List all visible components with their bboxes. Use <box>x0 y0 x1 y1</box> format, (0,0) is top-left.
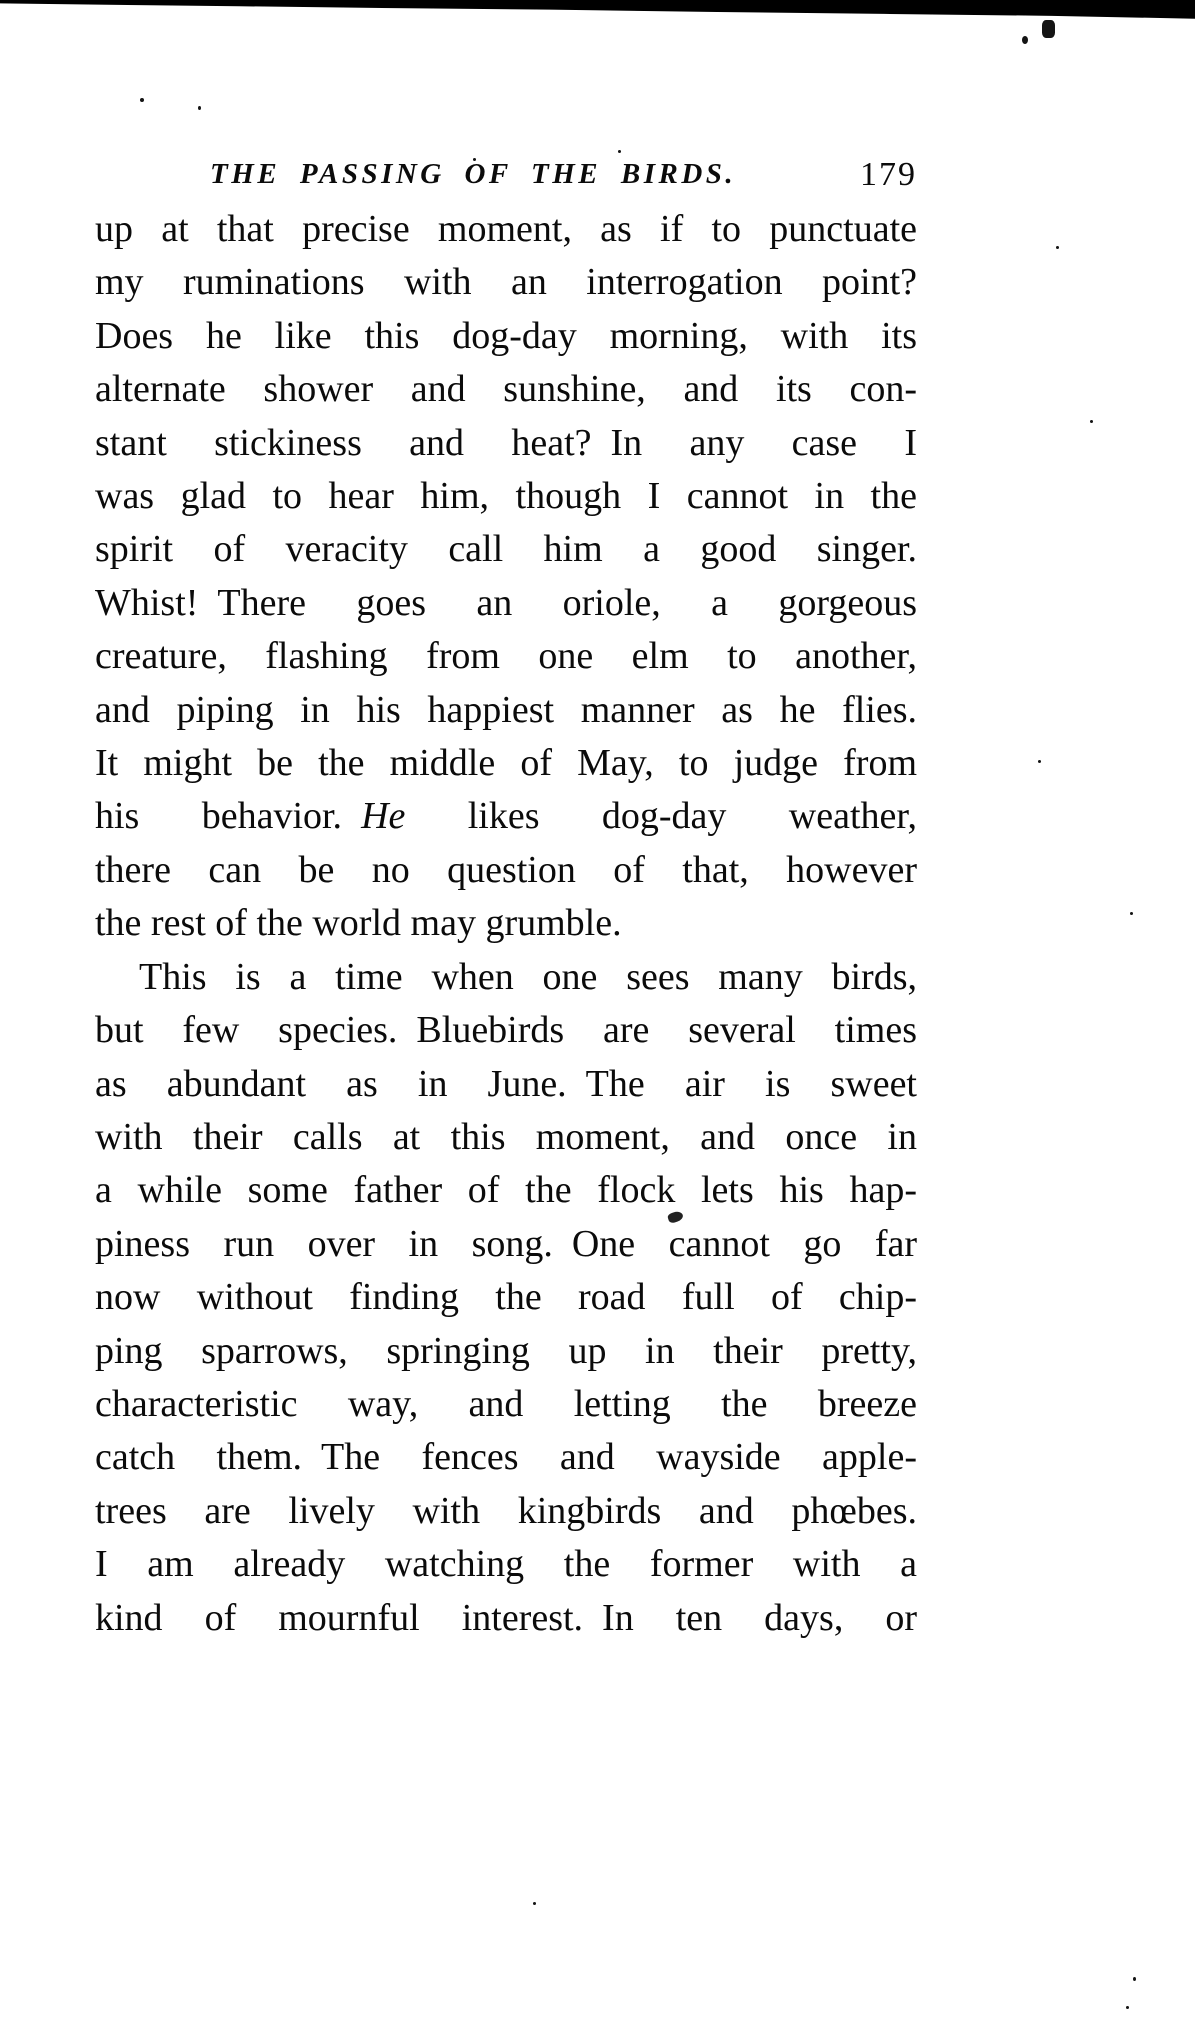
text-line: ping sparrows, springing up in their pretty, <box>95 1329 917 1372</box>
scan-speck <box>1126 2006 1129 2009</box>
scan-speck <box>533 1902 536 1905</box>
scan-speck <box>1042 20 1055 38</box>
text-line: trees are lively with kingbirds and phœbes. <box>95 1489 917 1532</box>
text-line: now without finding the road full of chip- <box>95 1276 917 1319</box>
text-line: characteristic way, and letting the breeze <box>95 1382 917 1425</box>
scan-speck <box>1130 912 1133 915</box>
text-line: but few species. Bluebirds are several times <box>95 1009 917 1052</box>
text-line: stant stickiness and heat? In any case I <box>95 421 917 464</box>
scan-speck <box>1090 420 1093 423</box>
text-segment: likes dog-day weather, <box>467 795 917 838</box>
text-line: a while some father of the flock lets his hap- <box>95 1169 917 1212</box>
text-line: It might be the middle of May, to judge from <box>95 742 917 785</box>
scan-speck <box>1133 1977 1136 1981</box>
text-line: creature, flashing from one elm to another, <box>95 635 917 678</box>
page-body <box>95 203 917 1645</box>
scan-speck <box>618 150 621 153</box>
text-line: up at that precise moment, as if to punctuate <box>95 208 917 250</box>
text-line: with their calls at this moment, and once in <box>95 1115 917 1158</box>
text-line: Whist! There goes an oriole, a gorgeous <box>95 581 917 624</box>
scan-speck <box>1056 246 1059 249</box>
text-line: the rest of the world may grumble. <box>95 902 622 945</box>
scan-speck <box>1038 760 1041 763</box>
scan-speck <box>140 98 144 102</box>
text-line: was glad to hear him, though I cannot in the <box>95 475 917 518</box>
text-line: alternate shower and sunshine, and its con- <box>95 368 917 411</box>
scan-speck <box>1022 36 1028 44</box>
italic-word: He <box>361 795 406 838</box>
text-line: This is a time when one sees many birds, <box>139 955 917 998</box>
scan-speck <box>198 106 201 110</box>
text-line: catch them. The fences and wayside apple- <box>95 1436 917 1479</box>
text-line: my ruminations with an interrogation point? <box>95 261 917 304</box>
text-line: spirit of veracity call him a good singer. <box>95 528 917 571</box>
scan-artifact-top-band <box>0 0 1195 24</box>
page-number: 179 <box>860 156 917 193</box>
page-title: THE PASSING OF THE BIRDS. <box>210 158 737 190</box>
text-line: there can be no question of that, however <box>95 848 917 891</box>
text-line: piness run over in song. One cannot go far <box>95 1222 917 1265</box>
text-segment: his behavior. <box>95 795 362 838</box>
text-line: and piping in his happiest manner as he flies. <box>95 688 917 731</box>
text-line: as abundant as in June. The air is sweet <box>95 1062 917 1105</box>
text-line: kind of mournful interest. In ten days, or <box>95 1596 917 1639</box>
text-line: Does he like this dog-day morning, with its <box>95 314 917 357</box>
text-line: I am already watching the former with a <box>95 1543 917 1586</box>
text-line-italic-he <box>95 790 917 843</box>
page-header <box>95 156 917 196</box>
